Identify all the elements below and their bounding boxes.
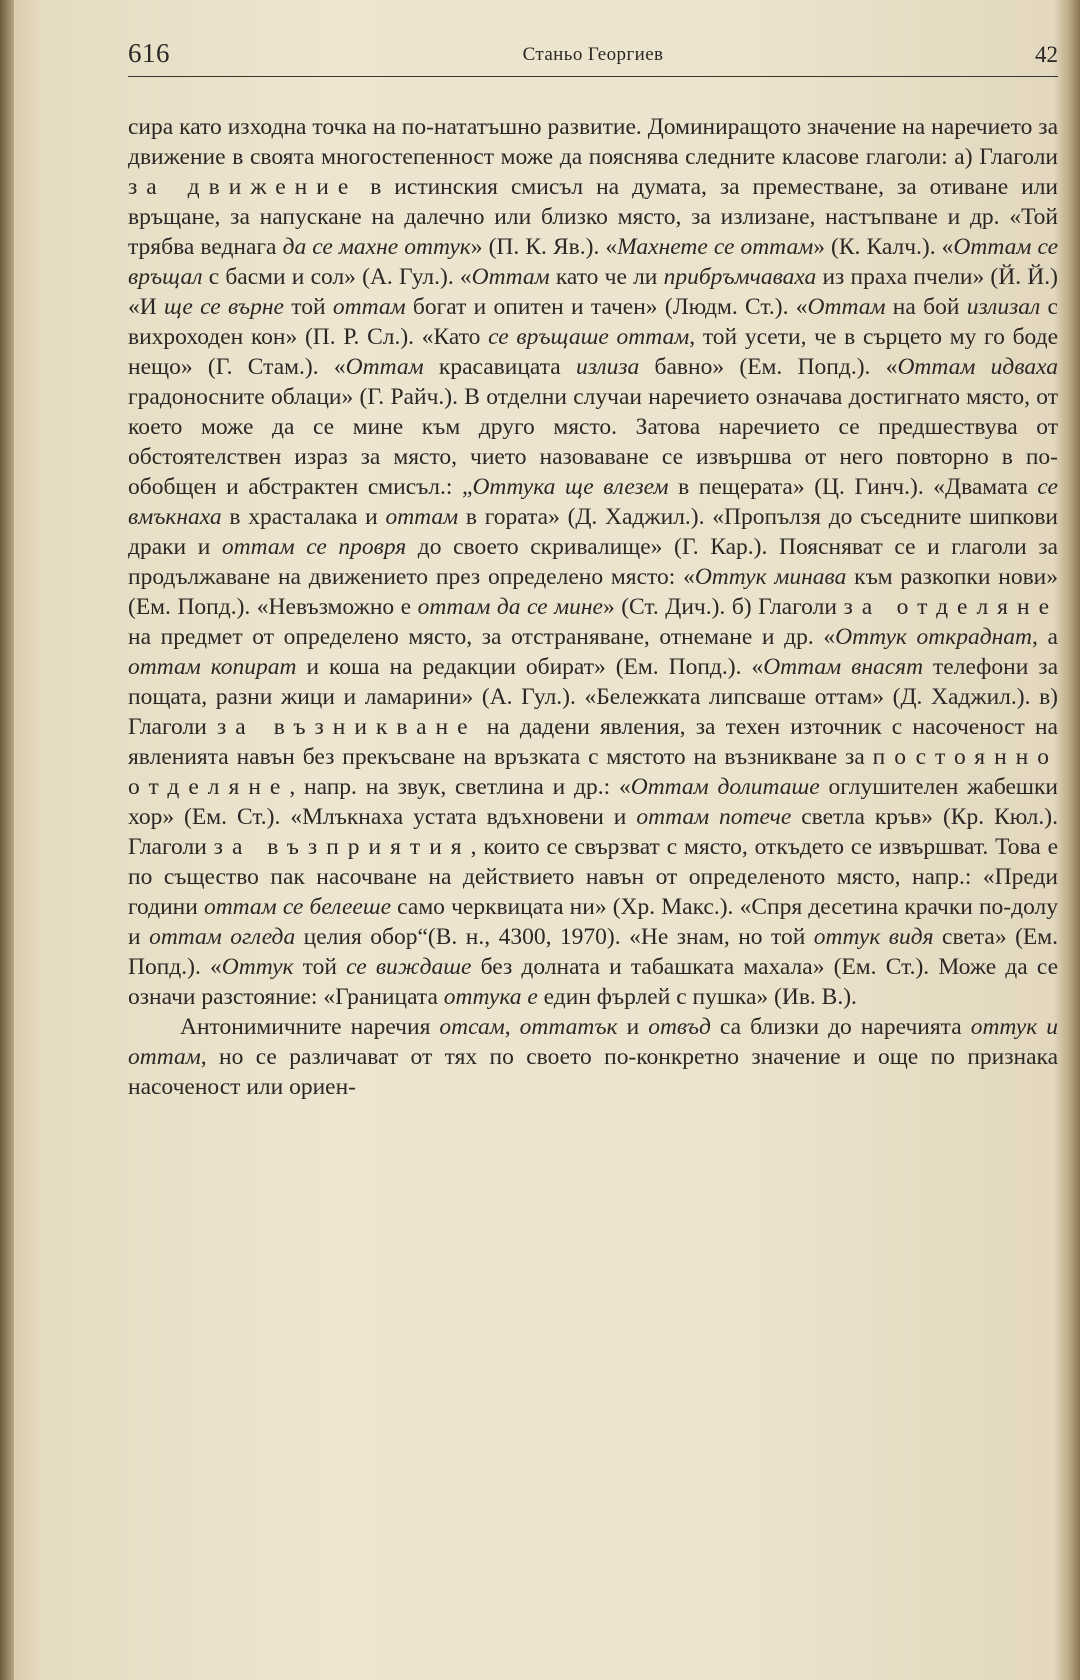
italic-phrase: оттам копират <box>128 654 297 680</box>
italic-phrase: Оттук откраднат <box>835 624 1033 650</box>
italic-phrase: оттам <box>385 504 459 530</box>
italic-phrase: излиза <box>575 354 640 380</box>
text-run: богат и опитен и тачен» (Людм. Ст.). « <box>405 294 808 320</box>
text-run: , той усети, че в сърцето му го боде нещо» (Г. Стам.). « <box>128 324 1058 380</box>
text-run: в истинския смисъл на думата, за преместване, за отиване или връщане, за напускане на далечно или близко място, за излизане, настъпване и др. «Той трябва веднага <box>128 174 1058 260</box>
spaced-term: за възприятия <box>213 834 471 860</box>
paragraph <box>128 112 1058 1012</box>
text-run: из праха пчели» (Й. Й.) «И <box>128 264 1058 320</box>
text-run: бавно» (Ем. Попд.). « <box>639 354 898 380</box>
italic-phrase: оттам потече <box>636 804 792 830</box>
italic-phrase: Оттам долиташе <box>630 774 820 800</box>
text-run: като че ли <box>549 264 664 290</box>
paragraph <box>128 1012 1058 1102</box>
italic-phrase: Махнете се оттам <box>617 234 814 260</box>
text-run: в пещерата» (Ц. Гинч.). «Двамата <box>668 474 1038 500</box>
text-run: оглушителен жабешки хор» (Ем. Ст.). «Млъкнаха устата вдъхновени и <box>128 774 1058 830</box>
text-run: без долната и табашката махала» (Ем. Ст.). Може да се означи разстояние: «Границата <box>128 954 1058 1010</box>
italic-phrase: Оттам идваха <box>897 354 1058 380</box>
italic-phrase: Оттука ще влезем <box>472 474 669 500</box>
italic-phrase: оттам <box>332 294 406 320</box>
italic-phrase: оттук и оттам <box>128 1014 1059 1070</box>
text-run: с басми и сол» (А. Гул.). « <box>202 264 472 290</box>
text-run: в храсталака и <box>221 504 386 530</box>
italic-phrase: Оттук <box>221 954 294 980</box>
italic-phrase: оттам се провря <box>221 534 407 560</box>
italic-phrase: Оттук минава <box>694 564 847 590</box>
text-run: до своето скривалище» (Г. Кар.). Поясняват се и глаголи за продължаване на движението през определено място: « <box>128 534 1058 590</box>
text-run: » (К. Калч.). « <box>813 234 954 260</box>
italic-phrase: отсам <box>439 1014 505 1040</box>
text-run: света» (Ем. Попд.). « <box>128 924 1059 980</box>
header-rule <box>128 76 1058 77</box>
italic-phrase: оттам се белееше <box>203 894 392 920</box>
text-run: градоносните облаци» (Г. Райч.). В отделни случаи наречието означава достигнато място, от което може да се мине към друго място. Затова наречието се предшествува от обстоятелствен израз за място, чието назоваване се извършва от него повторно в по-обобщен и абстрактен смисъл.: „ <box>128 384 1058 500</box>
text-run: , които се свързват с място, откъдето се извършват. Това е по същество пак насочване на действието навън от определеното място, напр.: «Преди години <box>128 834 1059 920</box>
text-run: » (П. К. Яв.). « <box>470 234 618 260</box>
body-text <box>128 112 1058 1102</box>
running-header <box>128 36 1058 76</box>
italic-phrase: се виждаше <box>346 954 472 980</box>
spaced-term: за движение <box>128 174 358 200</box>
italic-phrase: оттам огледа <box>149 924 296 950</box>
italic-phrase: оттука е <box>443 984 538 1010</box>
text-run: той <box>283 294 333 320</box>
italic-phrase: оттам да се мине <box>417 594 603 620</box>
text-run: телефони за пощата, разни жици и ламарини» (А. Гул.). «Бележката липсваше оттам» (Д. Хаджил.). в) Глаголи <box>128 654 1058 740</box>
italic-phrase: прибръмчаваха <box>663 264 817 290</box>
text-run: и коша на редакции обират» (Ем. Попд.). « <box>296 654 764 680</box>
text-run: на дадени явления, за техен източник с насоченост на явленията навън без прекъсване на връзката с мястото на възникване за <box>128 714 1058 770</box>
text-run: , но се различават от тях по своето по-конкретно значение и още по признака насоченост или ориен- <box>128 1044 1058 1100</box>
italic-phrase: излизал <box>966 294 1041 320</box>
text-run: един фърлей с пушка» (Ив. В.). <box>537 984 857 1010</box>
text-run: , <box>504 1014 520 1040</box>
text-run: светла кръв» (Кр. Кюл.). Глаголи <box>128 804 1058 860</box>
text-run: към разкопки нови» (Ем. Попд.). «Невъзможно е <box>128 564 1058 620</box>
italic-phrase: оттатък <box>519 1014 618 1040</box>
text-run: сира като изходна точка на по-нататъшно развитие. Доминиращото значение на наречието за движение в своята многостепенност може да пояснява следните класове глаголи: а) Глаголи <box>128 114 1058 170</box>
spaced-term: за възникване <box>216 714 477 740</box>
italic-phrase: се връщаше оттам <box>488 324 690 350</box>
text-run: са близки до наречията <box>710 1014 971 1040</box>
italic-phrase: отвъд <box>648 1014 711 1040</box>
text-run: , а <box>1032 624 1058 650</box>
text-run: » (Ст. Дич.). б) Глаголи <box>602 594 844 620</box>
text-run: на бой <box>885 294 967 320</box>
text-run: Антонимичните наречия <box>180 1014 440 1040</box>
text-run: само черквицата ни» (Хр. Макс.). «Спря десетина крачки по-долу и <box>128 894 1058 950</box>
italic-phrase: Оттам <box>345 354 424 380</box>
italic-phrase: ще се върне <box>164 294 284 320</box>
text-run: той <box>293 954 347 980</box>
text-run: в гората» (Д. Хаджил.). «Пропълзя до съседните шипкови драки и <box>128 504 1058 560</box>
italic-phrase: оттук видя <box>813 924 934 950</box>
running-title: Станьо Георгиев <box>522 44 664 65</box>
italic-phrase: Оттам се връщал <box>128 234 1058 290</box>
italic-phrase: Оттам <box>807 294 886 320</box>
spaced-term: постоянно отделяне <box>128 744 1058 800</box>
section-number: 42 <box>1035 42 1058 67</box>
italic-phrase: да се махне оттук <box>282 234 471 260</box>
italic-phrase: Оттам внасят <box>763 654 924 680</box>
text-run: и <box>617 1014 649 1040</box>
italic-phrase: Оттам <box>471 264 550 290</box>
page-number: 616 <box>128 38 170 68</box>
text-run: с вихроходен кон» (П. Р. Сл.). «Като <box>128 294 1058 350</box>
text-run: красавицата <box>423 354 576 380</box>
spaced-term: за отделяне <box>843 594 1058 620</box>
text-run: , напр. на звук, светлина и др.: « <box>289 774 631 800</box>
italic-phrase: се вмъкнаха <box>128 474 1058 530</box>
text-run: на предмет от определено място, за отстраняване, отнемане и др. « <box>128 624 836 650</box>
text-run: целия обор“(В. н., 4300, 1970). «Не знам, но той <box>295 924 814 950</box>
binding-shadow <box>0 0 14 1680</box>
